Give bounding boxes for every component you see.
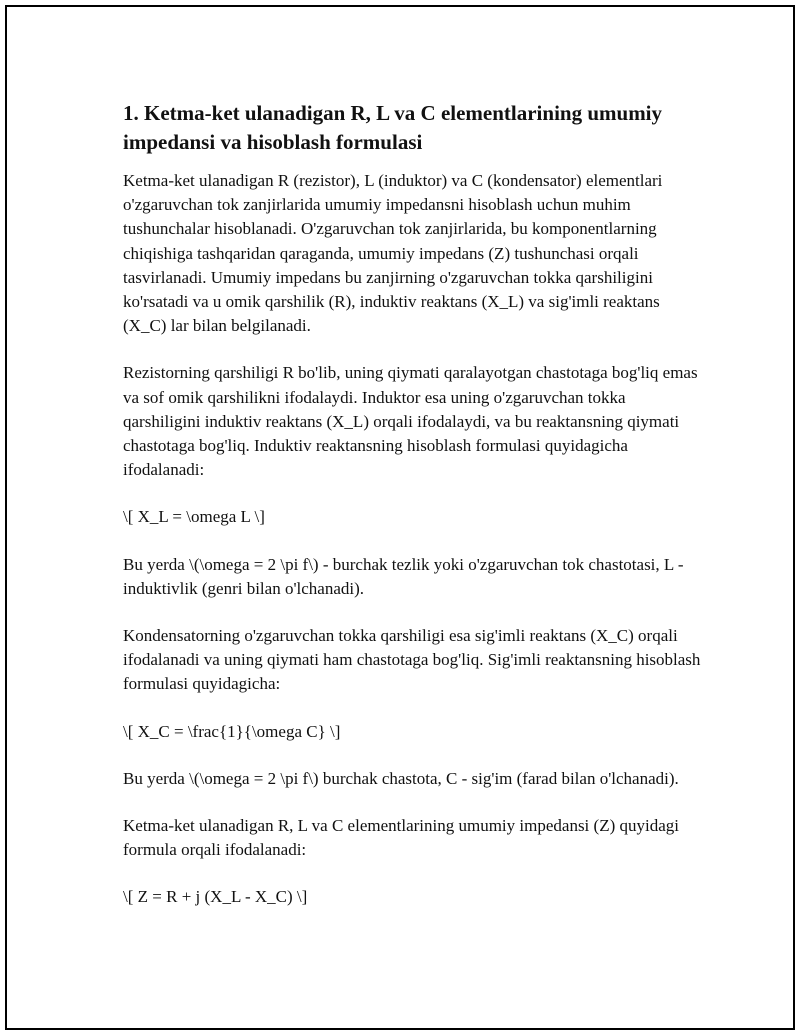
section-heading: 1. Ketma-ket ulanadigan R, L va C elementlarining umumiy impedansi va hisoblash formulasi [123,101,663,154]
impedance-intro-paragraph: Ketma-ket ulanadigan R, L va C elementlarining umumiy impedansi (Z) quyidagi formula orqali ifodalanadi: [123,816,679,860]
omega-definition-paragraph: Bu yerda \(\omega = 2 \pi f\) - burchak tezlik yoki o'zgaruvchan tok chastotasi, L - induktivlik (genri bilan o'lchanadi). [123,554,684,598]
intro-paragraph: Ketma-ket ulanadigan R (rezistor), L (induktor) va C (kondensator) elementlari o'zgaruvchan tok zanjirlarida umumiy impedansni hisoblash uchun muhim tushunchalar hisoblanadi. O'zgaruvchan tok zanjirlarida, bu komponentlarning chiqishiga tashqaridan qaraganda, umumiy impedans (Z) tushunchasi orqali tasvirlanadi. Umumiy impedans bu zanjirning o'zgaruvchan tokka qarshiligini ko'rsatadi va u omik qarshilik (R), induktiv reaktans (X_L) va sig'imli reaktans (X_C) lar bilan belgilanadi. [123,171,663,336]
impedance-formula: \[ Z = R + j (X_L - X_C) \] [123,887,308,907]
page-frame [5,5,795,1030]
capacitive-reactance-formula: \[ X_C = \frac{1}{\omega C} \] [123,721,341,741]
angular-frequency-paragraph: Bu yerda \(\omega = 2 \pi f\) burchak chastota, C - sig'im (farad bilan o'lchanadi). [123,768,679,788]
capacitor-paragraph: Kondensatorning o'zgaruvchan tokka qarshiligi esa sig'imli reaktans (X_C) orqali ifodalanadi va uning qiymati ham chastotaga bog'liq. Sig'imli reaktansning hisoblash formulasi quyidagicha: [123,626,701,694]
document-body [123,99,703,933]
inductive-reactance-formula: \[ X_L = \omega L \] [123,507,265,527]
resistor-inductor-paragraph: Rezistorning qarshiligi R bo'lib, uning qiymati qaralayotgan chastotaga bog'liq emas va sof omik qarshilikni ifodalaydi. Induktor esa uning o'zgaruvchan tokka qarshiligini induktiv reaktans (X_L) orqali ifodalaydi, va bu reaktansning qiymati chastotaga bog'liq. Induktiv reaktansning hisoblash formulasi quyidagicha ifodalanadi: [123,363,698,480]
